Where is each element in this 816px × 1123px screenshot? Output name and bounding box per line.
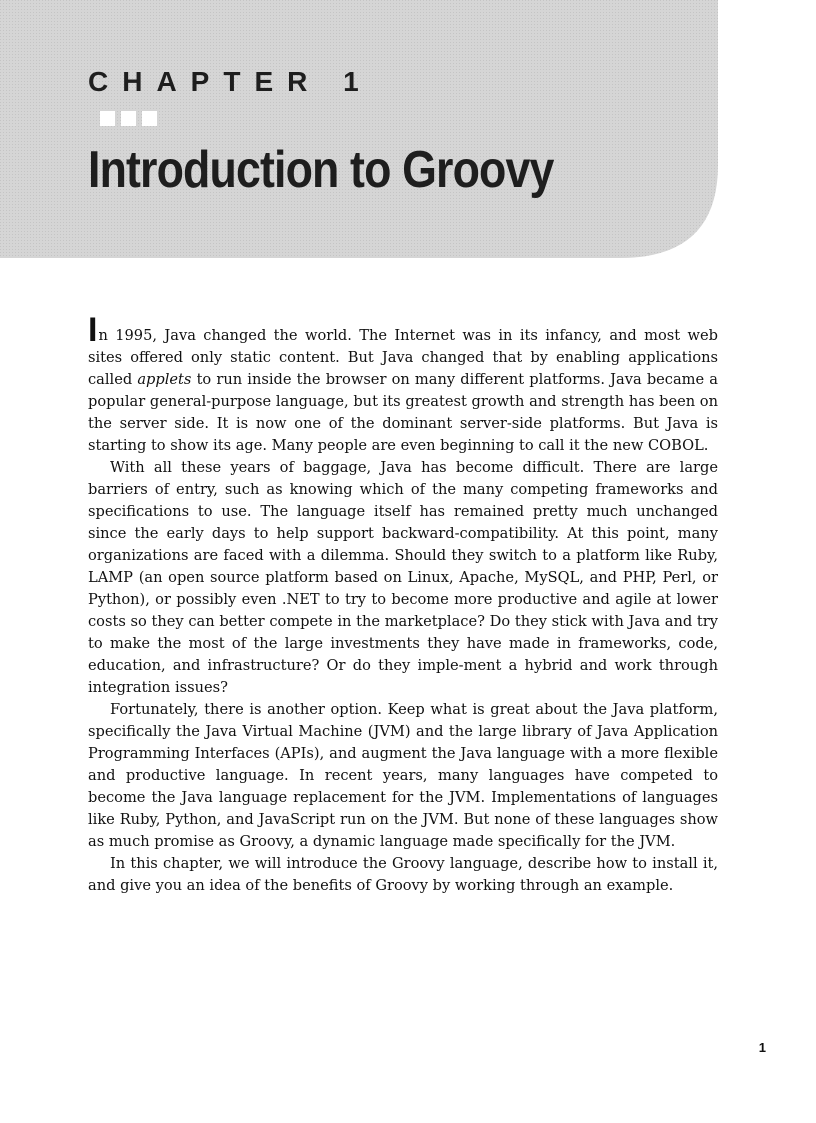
ornament-square bbox=[100, 111, 115, 126]
paragraph-3: Fortunately, there is another option. Keep what is great about the Java platform, specifically the Java Virtual Machine (JVM) and the large library of Java Application Programming Interfaces (APIs), and augment the Java language with a more flexible and productive language. In recent years, many languages have competed to become the Java language replacement for the JVM. Implementations of languages like Ruby, Python, and JavaScript run on the JVM. But none of these languages show as much promise as Groovy, a dynamic language made specifically for the JVM. bbox=[88, 701, 718, 850]
ornament-square bbox=[142, 111, 157, 126]
paragraph-1-end: to run inside the browser on many different platforms. Java became a popular general-purpose language, but its greatest growth and strength has been on the server side. It is now one of the dominant server-side platforms. But Java is starting to show its age. Many people are even beginning to call it the new COBOL. bbox=[88, 371, 719, 454]
paragraph-1-text: n 1995, Java changed the world. The Internet was in its infancy, and most web sites offered only static content. But Java changed that by enabling applications called bbox=[88, 327, 718, 388]
page-number: 1 bbox=[758, 1040, 766, 1055]
ornament-square bbox=[121, 111, 136, 126]
chapter-header-band bbox=[0, 0, 816, 260]
italic-term: applets bbox=[137, 371, 192, 388]
paragraph-1 bbox=[88, 311, 719, 457]
paragraph-4: In this chapter, we will introduce the Groovy language, describe how to install it, and give you an idea of the benefits of Groovy by working through an example. bbox=[88, 855, 718, 894]
chapter-label: CHAPTER 1 bbox=[88, 66, 373, 97]
chapter-ornament bbox=[100, 111, 163, 130]
chapter-title: Introduction to Groovy bbox=[88, 141, 554, 199]
paragraph-2: With all these years of baggage, Java has become difficult. There are large barriers of entry, such as knowing which of the many competing frameworks and specifications to use. The language itself has remained pretty much unchanged since the early days to help support backward-compatibility. At this point, many organizations are faced with a dilemma. Should they switch to a platform like Ruby, LAMP (an open source platform based on Linux, Apache, MySQL, and PHP, Perl, or Python), or possibly even .NET to try to become more productive and agile at lower costs so they can better compete in the marketplace? Do they stick with Java and try to make the most of the large investments they have made in frameworks, code, education, and infrastructure? Or do they imple-ment a hybrid and work through integration issues? bbox=[88, 459, 718, 696]
chapter-body bbox=[88, 311, 719, 897]
drop-cap: I bbox=[88, 311, 98, 349]
